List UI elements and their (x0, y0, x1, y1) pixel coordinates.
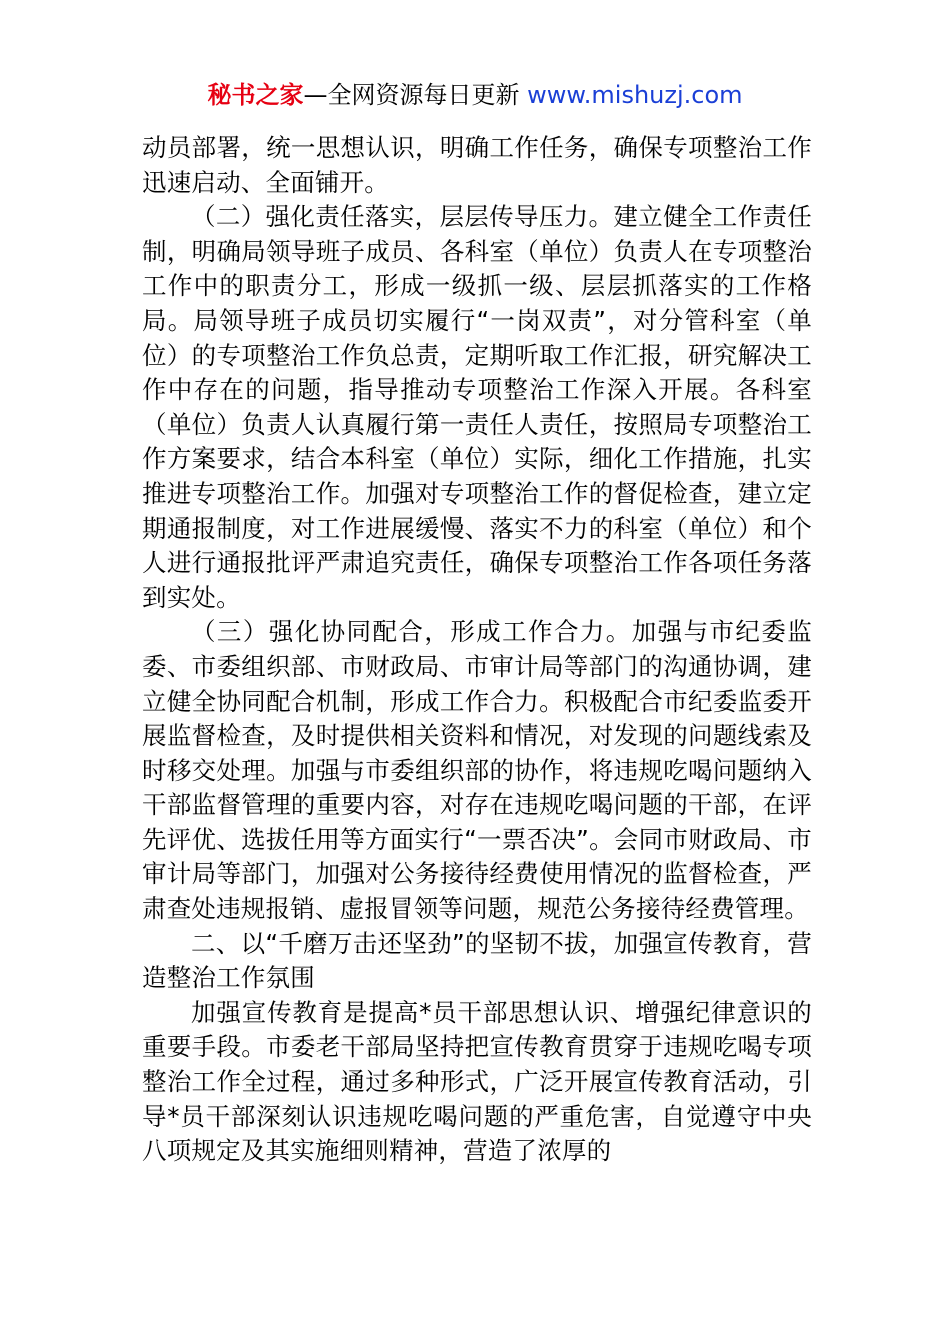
paragraph-4: 加强宣传教育是提高*员干部思想认识、增强纪律意识的重要手段。市委老干部局坚持把宣传教育贯穿于违规吃喝专项整治工作全过程，通过多种形式，广泛开展宣传教育活动，引导*员干部深刻认识违规吃喝问题的严重危害，自觉遵守中央八项规定及其实施细则精神，营造了浓厚的 (142, 997, 812, 1166)
site-tagline: —全网资源每日更新 (303, 81, 528, 109)
section-heading-2: 二、以“千磨万击还坚劲”的坚韧不拔，加强宣传教育，营造整治工作氛围 (142, 928, 812, 993)
site-header (0, 78, 950, 112)
paragraph-3: （三）强化协同配合，形成工作合力。加强与市纪委监委、市委组织部、市财政局、市审计局等部门的沟通协调，建立健全协同配合机制，形成工作合力。积极配合市纪委监委开展监督检查，及时提供相关资料和情况，对发现的问题线索及时移交处理。加强与市委组织部的协作，将违规吃喝问题纳入干部监督管理的重要内容，对存在违规吃喝问题的干部，在评先评优、选拔任用等方面实行“一票否决”。会同市财政局、市审计局等部门，加强对公务接待经费使用情况的监督检查，严肃查处违规报销、虚报冒领等问题，规范公务接待经费管理。 (142, 617, 812, 924)
site-brand: 秘书之家 (207, 81, 304, 109)
site-url[interactable]: www.mishuzj.com (527, 81, 743, 109)
paragraph-2: （二）强化责任落实，层层传导压力。建立健全工作责任制，明确局领导班子成员、各科室（单位）负责人在专项整治工作中的职责分工，形成一级抓一级、层层抓落实的工作格局。局领导班子成员切实履行“一岗双责”，对分管科室（单位）的专项整治工作负总责，定期听取工作汇报，研究解决工作中存在的问题，指导推动专项整治工作深入开展。各科室（单位）负责人认真履行第一责任人责任，按照局专项整治工作方案要求，结合本科室（单位）实际，细化工作措施，扎实推进专项整治工作。加强对专项整治工作的督促检查，建立定期通报制度，对工作进展缓慢、落实不力的科室（单位）和个人进行通报批评严肃追究责任，确保专项整治工作各项任务落到实处。 (142, 202, 812, 612)
paragraph-1: 动员部署，统一思想认识，明确工作任务，确保专项整治工作迅速启动、全面铺开。 (142, 133, 812, 197)
document-body (142, 131, 812, 1169)
